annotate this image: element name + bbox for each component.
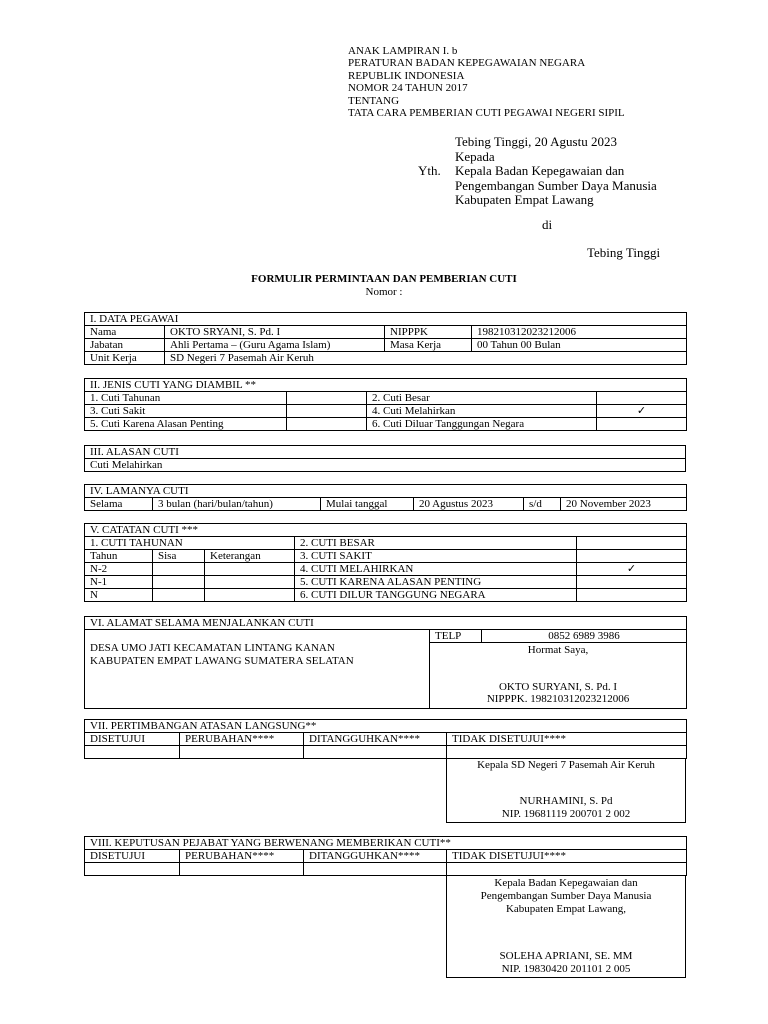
atasan-title: Kepala SD Negeri 7 Pasemah Air Keruh xyxy=(477,759,655,771)
option-tidak-disetujui: TIDAK DISETUJUI**** xyxy=(447,733,687,746)
section-keputusan-pejabat xyxy=(84,836,687,876)
letter-address-block xyxy=(418,135,657,208)
unit-kerja-value: SD Negeri 7 Pasemah Air Keruh xyxy=(165,352,687,365)
jenis-cuti-item: 4. Cuti Melahirkan xyxy=(367,405,597,418)
applicant-name: OKTO SURYANI, S. Pd. I xyxy=(498,681,618,693)
section-header: VIII. KEPUTUSAN PEJABAT YANG BERWENANG MEMBERIKAN CUTI** xyxy=(85,837,687,850)
year-cell: N-2 xyxy=(85,563,153,576)
jabatan-label: Jabatan xyxy=(85,339,165,352)
masa-kerja-value: 00 Tahun 00 Bulan xyxy=(472,339,687,352)
telp-label: TELP xyxy=(430,630,482,643)
jenis-cuti-check xyxy=(287,392,367,405)
jenis-cuti-item: 1. Cuti Tahunan xyxy=(85,392,287,405)
city-label: Tebing Tinggi xyxy=(587,245,661,260)
atasan-name: NURHAMINI, S. Pd xyxy=(519,795,613,807)
option-ditangguhkan: DITANGGUHKAN**** xyxy=(304,850,447,863)
selama-value: 3 bulan (hari/bulan/tahun) xyxy=(153,498,321,511)
catatan-item: 6. CUTI DILUR TANGGUNG NEGARA xyxy=(295,589,577,602)
catatan-item: 4. CUTI MELAHIRKAN xyxy=(295,563,577,576)
annex-line: PERATURAN BADAN KEPEGAWAIAN NEGARA xyxy=(348,57,586,70)
address-text xyxy=(90,642,354,668)
catatan-check xyxy=(577,550,687,563)
option-tidak-disetujui: TIDAK DISETUJUI**** xyxy=(447,850,687,863)
annex-line: TATA CARA PEMBERIAN CUTI PEGAWAI NEGERI SIPIL xyxy=(348,107,625,120)
addressee-line: Kepala Badan Kepegawaian dan xyxy=(455,163,625,178)
section-header: VII. PERTIMBANGAN ATASAN LANGSUNG** xyxy=(85,720,687,733)
jenis-cuti-check xyxy=(287,405,367,418)
jenis-cuti-item: 5. Cuti Karena Alasan Penting xyxy=(85,418,287,431)
pejabat-title-line: Pengembangan Sumber Daya Manusia xyxy=(480,889,652,902)
section-header: II. JENIS CUTI YANG DIAMBIL ** xyxy=(85,379,687,392)
pejabat-signature-box xyxy=(446,875,686,978)
mulai-value: 20 Agustus 2023 xyxy=(414,498,524,511)
section-header: IV. LAMANYA CUTI xyxy=(85,485,687,498)
jenis-cuti-item: 6. Cuti Diluar Tanggungan Negara xyxy=(367,418,597,431)
jenis-cuti-item: 3. Cuti Sakit xyxy=(85,405,287,418)
applicant-signature xyxy=(430,643,687,709)
checkmark-icon: ✓ xyxy=(597,405,687,418)
nama-label: Nama xyxy=(85,326,165,339)
option-perubahan: PERUBAHAN**** xyxy=(180,850,304,863)
section-alasan-cuti xyxy=(84,445,686,472)
jenis-cuti-check xyxy=(597,392,687,405)
col-sisa: Sisa xyxy=(153,550,205,563)
section-header: VI. ALAMAT SELAMA MENJALANKAN CUTI xyxy=(85,617,687,630)
nipppk-value: 198210312023212006 xyxy=(472,326,687,339)
pejabat-title-line: Kabupaten Empat Lawang, xyxy=(505,902,627,915)
kepada-label: Kepada xyxy=(455,148,495,164)
place-date: Tebing Tinggi, 20 Agustu 2023 xyxy=(455,134,617,149)
jabatan-value: Ahli Pertama – (Guru Agama Islam) xyxy=(165,339,385,352)
annex-line: ANAK LAMPIRAN I. b xyxy=(348,45,458,57)
selama-label: Selama xyxy=(85,498,153,511)
sampai-value: 20 November 2023 xyxy=(561,498,687,511)
address-line: KABUPATEN EMPAT LAWANG SUMATERA SELATAN xyxy=(90,655,354,667)
jenis-cuti-item: 2. Cuti Besar xyxy=(367,392,597,405)
section-data-pegawai xyxy=(84,312,687,365)
section-pertimbangan-atasan xyxy=(84,719,687,759)
checkmark-icon: ✓ xyxy=(577,563,687,576)
catatan-check xyxy=(577,576,687,589)
annex-line: REPUBLIK INDONESIA xyxy=(348,69,465,82)
applicant-nip: NIPPPK. 198210312023212006 xyxy=(486,693,630,705)
section-header: I. DATA PEGAWAI xyxy=(85,313,687,326)
jenis-cuti-check xyxy=(597,418,687,431)
telp-value: 0852 6989 3986 xyxy=(482,630,687,643)
annex-line: TENTANG xyxy=(348,94,400,107)
address-line: DESA UMO JATI KECAMATAN LINTANG KANAN xyxy=(90,642,335,654)
col-keterangan: Keterangan xyxy=(205,550,295,563)
section-header: III. ALASAN CUTI xyxy=(85,446,686,459)
masa-kerja-label: Masa Kerja xyxy=(385,339,472,352)
catatan-item: 2. CUTI BESAR xyxy=(295,537,577,550)
pejabat-nip: NIP. 19830420 201101 2 005 xyxy=(501,963,631,976)
annex-header xyxy=(348,45,625,119)
section-jenis-cuti xyxy=(84,378,687,431)
yth-label: Yth. xyxy=(418,163,441,178)
mulai-label: Mulai tanggal xyxy=(321,498,414,511)
atasan-signature-box xyxy=(446,758,686,823)
hormat-label: Hormat Saya, xyxy=(527,644,589,656)
year-cell: N xyxy=(85,589,153,602)
alasan-value: Cuti Melahirkan xyxy=(85,459,686,472)
annex-line: NOMOR 24 TAHUN 2017 xyxy=(348,82,468,95)
unit-kerja-label: Unit Kerja xyxy=(85,352,165,365)
nama-value: OKTO SRYANI, S. Pd. I xyxy=(165,326,385,339)
section-header: V. CATATAN CUTI *** xyxy=(85,524,687,537)
form-title: FORMULIR PERMINTAAN DAN PEMBERIAN CUTI xyxy=(251,273,517,285)
sd-label: s/d xyxy=(524,498,561,511)
cuti-tahunan-title: 1. CUTI TAHUNAN xyxy=(85,537,295,550)
year-cell: N-1 xyxy=(85,576,153,589)
catatan-item: 3. CUTI SAKIT xyxy=(295,550,577,563)
catatan-item: 5. CUTI KARENA ALASAN PENTING xyxy=(295,576,577,589)
jenis-cuti-check xyxy=(287,418,367,431)
di-label: di xyxy=(542,217,553,232)
atasan-nip: NIP. 19681119 200701 2 002 xyxy=(501,808,631,820)
addressee-line: Pengembangan Sumber Daya Manusia xyxy=(455,177,657,193)
section-catatan-cuti xyxy=(84,523,687,602)
section-lamanya-cuti xyxy=(84,484,687,511)
option-disetujui: DISETUJUI xyxy=(85,850,180,863)
catatan-check xyxy=(577,537,687,550)
pejabat-title-line: Kepala Badan Kepegawaian dan xyxy=(494,877,638,889)
option-disetujui: DISETUJUI xyxy=(85,733,180,746)
col-tahun: Tahun xyxy=(85,550,153,563)
option-ditangguhkan: DITANGGUHKAN**** xyxy=(304,733,447,746)
addressee-line: Kabupaten Empat Lawang xyxy=(455,192,594,207)
catatan-check xyxy=(577,589,687,602)
nipppk-label: NIPPPK xyxy=(385,326,472,339)
option-perubahan: PERUBAHAN**** xyxy=(180,733,304,746)
pejabat-name: SOLEHA APRIANI, SE. MM xyxy=(499,950,633,963)
form-nomor: Nomor : xyxy=(365,286,403,298)
